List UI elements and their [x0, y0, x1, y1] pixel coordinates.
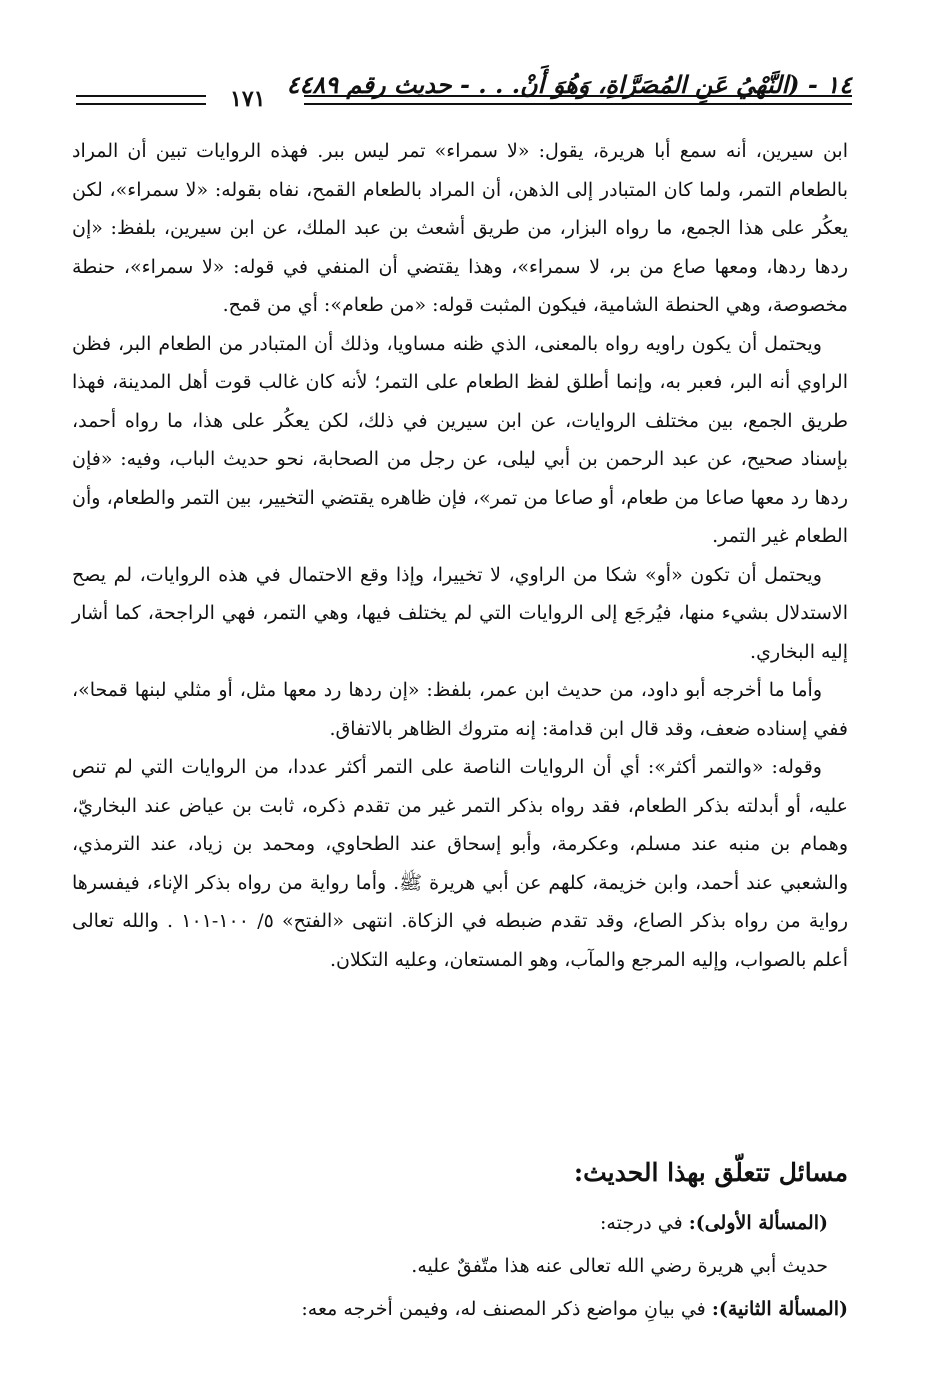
question-1-label: (المسألة الأولى):: [688, 1212, 828, 1234]
running-header: [72, 70, 852, 114]
question-2-text: في بيانِ مواضع ذكر المصنف له، وفيمن أخرجه معه:: [301, 1298, 712, 1320]
paragraph-3: ويحتمل أن تكون «أو» شكا من الراوي، لا تخييرا، وإذا وقع الاحتمال في هذه الروايات، لم يصح الاستدلال بشيء منها، فيُرجَع إلى الروايات التي لم يختلف فيها، وهي التمر، فهي الراجحة، كما أشار إليه البخاري.: [72, 563, 848, 663]
paragraph-1: ابن سيرين، أنه سمع أبا هريرة، يقول: «لا سمراء» تمر ليس ببر. فهذه الروايات تبين أن المراد بالطعام التمر، ولما كان المتبادر إلى الذهن، أن المراد بالطعام القمح، نفاه بقوله: «لا سمراء»، لكن يعكُر على هذا الجمع، ما رواه البزار، من طريق أشعث بن عبد الملك، عن ابن سيرين، بلفظ: «إن ردها ردها، ومعها صاع من بر، لا سمراء»، وهذا يقتضي أن المنفي في قوله: «لا سمراء»، حنطة مخصوصة، وهي الحنطة الشامية، فيكون المثبت قوله: «من طعام»: أي من قمح.: [72, 140, 848, 316]
page-number: ١٧١: [230, 86, 266, 112]
header-rule-left: [76, 95, 206, 105]
question-2-label: (المسألة الثانية):: [711, 1298, 848, 1320]
body-text: [72, 132, 848, 979]
header-title: ١٤ - (النَّهْيُ عَنِ المُصَرَّاةِ، وَهُوَ أَنْ. . . - حديث رقم ٤٤٨٩: [286, 70, 852, 99]
paragraph-5: وقوله: «والتمر أكثر»: أي أن الروايات الناصة على التمر أكثر عددا، من الروايات التي لم تنص عليه، أو أبدلته بذكر الطعام، فقد رواه بذكر التمر غير من تقدم ذكره، ثابت بن عياض عند البخاريّ، وهمام بن منبه عند مسلم، وعكرمة، وأبو إسحاق عند الطحاوي، ومحمد بن زياد، عند الترمذي، والشعبي عند أحمد، وابن خزيمة، كلهم عن أبي هريرة ﷺ. وأما رواية من رواه بذكر الإناء، فيفسرها رواية من رواه بذكر الصاع، وقد تقدم ضبطه في الزكاة. انتهى «الفتح» ٥/ ١٠٠-١٠١ . والله تعالى أعلم بالصواب، وإليه المرجع والمآب، وهو المستعان، وعليه التكلان.: [72, 756, 848, 971]
question-1-text: في درجته:: [600, 1212, 689, 1234]
question-2: [301, 1298, 848, 1320]
question-1: [600, 1212, 828, 1234]
section-heading: مسائل تتعلّق بهذا الحديث:: [573, 1158, 848, 1187]
answer-1: حديث أبي هريرة رضي الله تعالى عنه هذا متّفقٌ عليه.: [411, 1255, 828, 1277]
paragraph-2: ويحتمل أن يكون راويه رواه بالمعنى، الذي ظنه مساويا، وذلك أن المتبادر من الطعام البر، فظن الراوي أنه البر، فعبر به، وإنما أطلق لفظ الطعام على التمر؛ لأنه كان غالب قوت أهل المدينة، فهذا طريق الجمع، بين مختلف الروايات، عن ابن سيرين في ذلك، لكن يعكُر على هذا، ما رواه أحمد، بإسناد صحيح، عن عبد الرحمن بن أبي ليلى، عن رجل من الصحابة، نحو حديث الباب، وفيه: «فإن ردها رد معها صاعا من طعام، أو صاعا من تمر»، فإن ظاهره يقتضي التخيير، بين التمر والطعام، وأن الطعام غير التمر.: [72, 332, 848, 547]
paragraph-4: وأما ما أخرجه أبو داود، من حديث ابن عمر، بلفظ: «إن ردها رد معها مثل، أو مثلي لبنها قمحا»، ففي إسناده ضعف، وقد قال ابن قدامة: إنه متروك الظاهر بالاتفاق.: [72, 679, 848, 740]
